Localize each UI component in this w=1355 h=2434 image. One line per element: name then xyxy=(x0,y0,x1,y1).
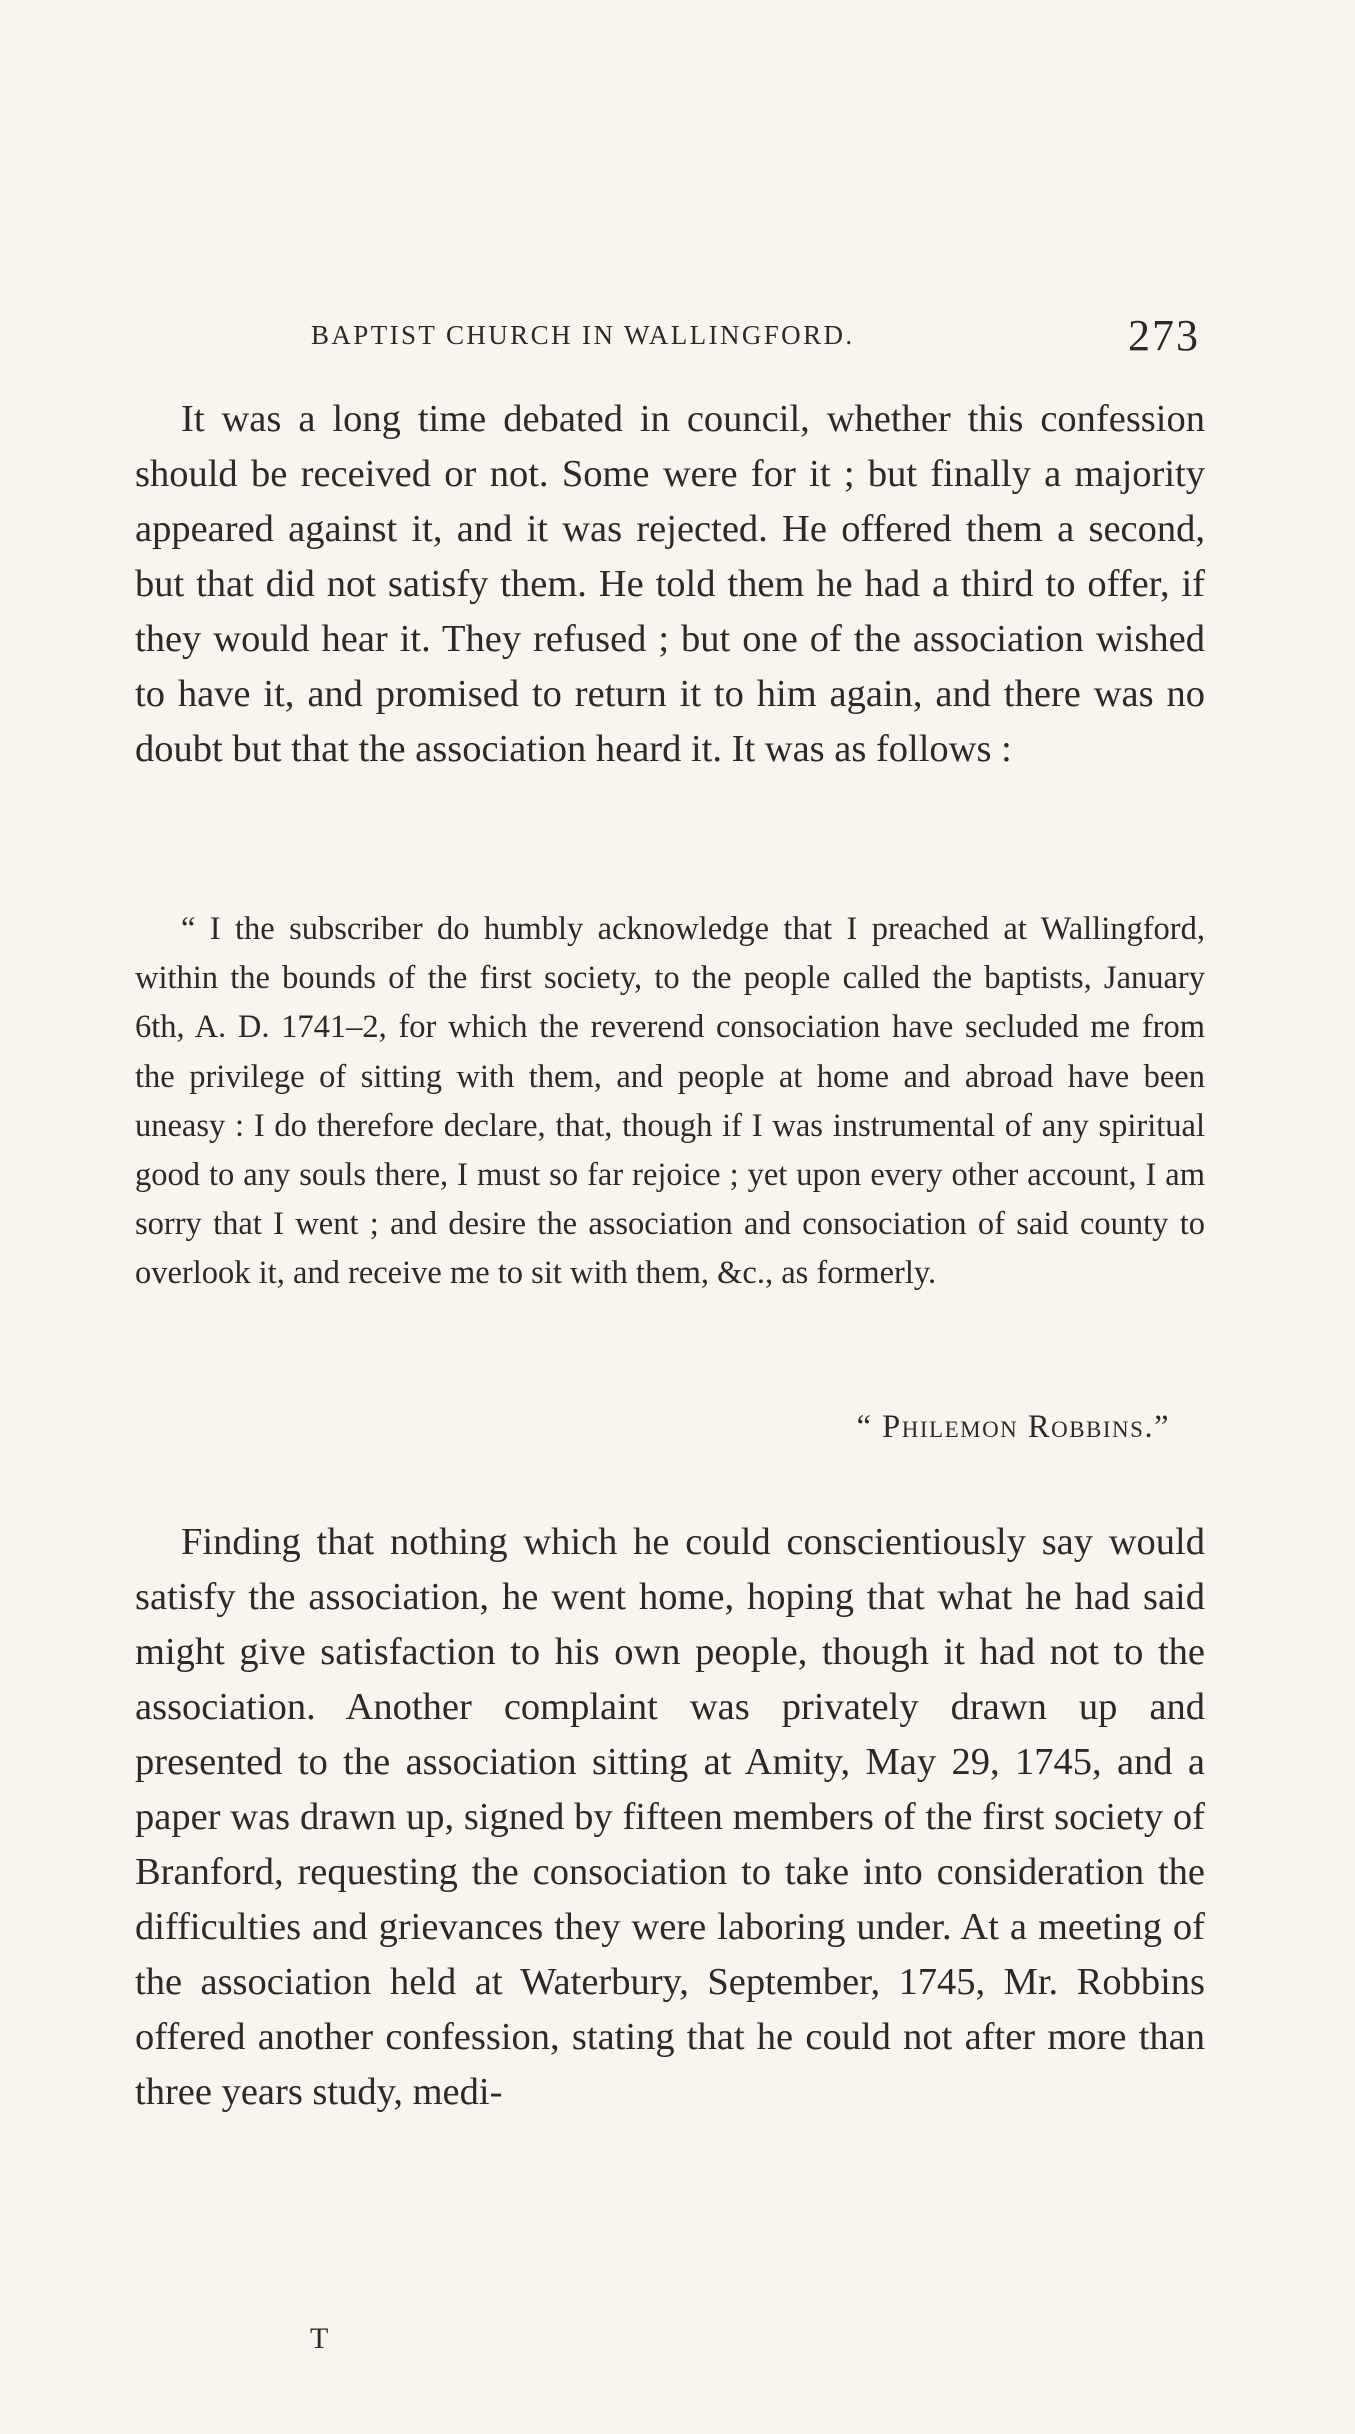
running-title: BAPTIST CHURCH IN WALLINGFORD. xyxy=(311,320,855,350)
running-head xyxy=(135,312,1235,372)
paragraph-council-debate: It was a long time debated in council, whether this confession should be received or not. Some were for it ; but finally a majority appeared against it, and it was rejected. He offered them a second, but that did not satisfy them. He told them he had a third to offer, if they would hear it. They refused ; but one of the association wished to have it, and promised to return it to him again, and there was no doubt but that the association heard it. It was as follows : xyxy=(135,398,1205,770)
confession-signature: “ Philemon Robbins.” xyxy=(856,1409,1170,1445)
quoted-confession: “ I the subscriber do humbly acknowledge that I preached at Wallingford, within the bounds of the first society, to the people called the baptists, January 6th, A. D. 1741–2, for which the reverend consociation have secluded me from the privilege of sitting with them, and people at home and abroad have been uneasy : I do therefore declare, that, though if I was instrumental of any spiritual good to any souls there, I must so far rejoice ; yet upon every other account, I am sorry that I went ; and desire the association and consociation of said county to overlook it, and receive me to sit with them, &c., as formerly. xyxy=(135,911,1205,1292)
page-number: 273 xyxy=(1128,311,1200,360)
paragraph-association-complaint: Finding that nothing which he could conscientiously say would satisfy the association, he went home, hoping that what he had said might give satisfaction to his own people, though it had not to the association. Another complaint was privately drawn up and presented to the association sitting at Amity, May 29, 1745, and a paper was drawn up, signed by fifteen members of the first society of Branford, requesting the consociation to take into consideration the difficulties and grievances they were laboring under. At a meeting of the association held at Waterbury, September, 1745, Mr. Robbins offered another confession, stating that he could not after more than three years study, medi- xyxy=(135,1521,1205,2113)
printer-signature-mark: T xyxy=(310,2322,330,2355)
